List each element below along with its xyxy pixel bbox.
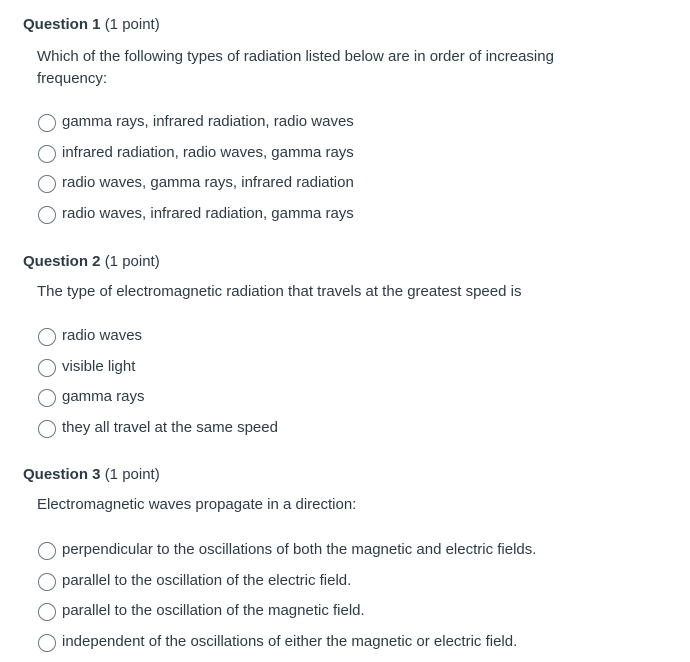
- radio-button[interactable]: [38, 175, 56, 193]
- question-title: Question 3: [23, 466, 101, 483]
- radio-button[interactable]: [38, 114, 56, 132]
- question-title: Question 2: [23, 253, 101, 270]
- answer-option[interactable]: [38, 321, 678, 352]
- question-header: [23, 464, 160, 486]
- answer-option[interactable]: [38, 627, 678, 658]
- answer-label: radio waves, infrared radiation, gamma rays: [62, 204, 354, 222]
- question-title: Question 1: [23, 16, 101, 33]
- radio-button[interactable]: [38, 145, 56, 163]
- answer-label: radio waves: [62, 327, 143, 345]
- radio-button[interactable]: [38, 634, 56, 652]
- answer-label: infrared radiation, radio waves, gamma rays: [62, 143, 354, 161]
- answer-label: perpendicular to the oscillations of both the magnetic and electric fields.: [62, 541, 537, 559]
- answer-option[interactable]: [38, 352, 678, 383]
- answer-option[interactable]: [38, 168, 678, 199]
- answer-option[interactable]: [38, 596, 678, 627]
- radio-button[interactable]: [38, 573, 56, 591]
- answer-label: radio waves, gamma rays, infrared radiation: [62, 174, 354, 192]
- answer-option[interactable]: [38, 382, 678, 413]
- question-points: (1 point): [104, 466, 160, 483]
- answer-option[interactable]: [38, 413, 678, 444]
- radio-button[interactable]: [38, 389, 56, 407]
- question-text: Which of the following types of radiation listed below are in order of increasing frequency:: [37, 48, 554, 87]
- answer-list: [38, 321, 678, 443]
- question-points: (1 point): [104, 16, 160, 33]
- answer-list: [38, 535, 678, 657]
- answer-label: parallel to the oscillation of the electric field.: [62, 571, 352, 589]
- answer-option[interactable]: [38, 566, 678, 597]
- answer-option[interactable]: [38, 535, 678, 566]
- question-text: The type of electromagnetic radiation that travels at the greatest speed is: [37, 283, 522, 300]
- question-header: [23, 14, 160, 36]
- answer-label: parallel to the oscillation of the magnetic field.: [62, 602, 365, 620]
- answer-label: independent of the oscillations of either the magnetic or electric field.: [62, 632, 518, 650]
- question-text: Electromagnetic waves propagate in a direction:: [37, 496, 357, 513]
- radio-button[interactable]: [38, 420, 56, 438]
- radio-button[interactable]: [38, 603, 56, 621]
- answer-option[interactable]: [38, 107, 678, 138]
- answer-label: visible light: [62, 357, 136, 375]
- radio-button[interactable]: [38, 206, 56, 224]
- answer-list: [38, 107, 678, 229]
- answer-label: gamma rays, infrared radiation, radio waves: [62, 113, 354, 131]
- answer-label: they all travel at the same speed: [62, 418, 278, 436]
- question-header: [23, 251, 160, 273]
- answer-option[interactable]: [38, 138, 678, 169]
- answer-option[interactable]: [38, 199, 678, 230]
- radio-button[interactable]: [38, 542, 56, 560]
- radio-button[interactable]: [38, 359, 56, 377]
- radio-button[interactable]: [38, 328, 56, 346]
- answer-label: gamma rays: [62, 388, 145, 406]
- question-points: (1 point): [104, 253, 160, 270]
